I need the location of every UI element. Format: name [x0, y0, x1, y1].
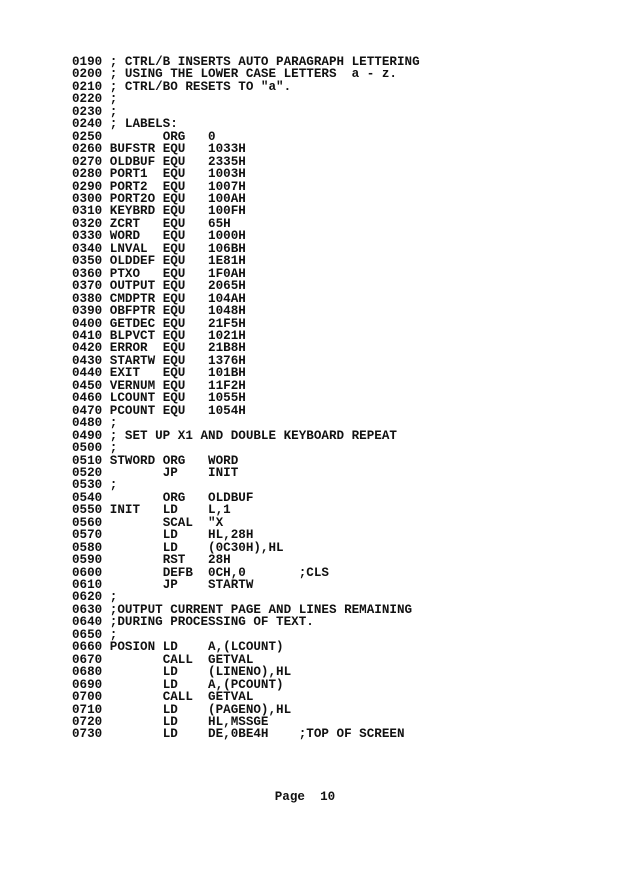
operand-field: HL,MSSGE: [208, 715, 269, 730]
operand-field: OLDBUF: [208, 490, 254, 505]
label-field: POSION: [109, 640, 156, 655]
label-field: EXIT: [109, 366, 141, 381]
label-field: BLPVCT: [109, 328, 156, 343]
label-field: OLDBUF: [109, 154, 156, 169]
label-field: LNVAL: [109, 241, 148, 256]
comment-text: ;: [109, 441, 118, 456]
operand-field: 100AH: [208, 191, 246, 206]
opcode-field: EQU: [162, 403, 186, 418]
label-field: PCOUNT: [109, 403, 156, 418]
line-number: 0460: [72, 391, 103, 406]
line-number: 0270: [72, 154, 103, 169]
operand-field: L,1: [208, 503, 231, 518]
line-number: 0530: [72, 478, 103, 493]
line-number: 0580: [72, 540, 103, 555]
comment-text: ; CTRL/BO RESETS TO "a".: [109, 79, 292, 94]
operand-field: 101BH: [208, 366, 246, 381]
comment-text: ;OUTPUT CURRENT PAGE AND LINES REMAINING: [109, 602, 413, 617]
line-number: 0190: [72, 55, 103, 69]
page-number: 10: [320, 790, 336, 804]
label-field: VERNUM: [109, 378, 156, 393]
opcode-field: EQU: [162, 304, 186, 319]
line-number: 0630: [72, 602, 103, 617]
opcode-field: LD: [162, 503, 178, 518]
line-number: 0230: [72, 104, 103, 119]
opcode-field: EQU: [162, 391, 186, 406]
operand-field: 0CH,0: [208, 565, 246, 580]
operand-field: 21F5H: [208, 316, 246, 331]
opcode-field: CALL: [162, 690, 193, 705]
comment-text: ; USING THE LOWER CASE LETTERS a - z.: [109, 67, 397, 82]
label-field: PORT2O: [109, 191, 156, 206]
line-number: 0590: [72, 553, 103, 568]
operand-field: 1E81H: [208, 254, 246, 269]
line-number: 0280: [72, 167, 103, 182]
opcode-field: RST: [162, 553, 186, 568]
comment-text: ; SET UP X1 AND DOUBLE KEYBOARD REPEAT: [109, 428, 397, 443]
opcode-field: LD: [162, 665, 178, 680]
line-number: 0420: [72, 341, 103, 356]
line-number: 0210: [72, 79, 103, 94]
opcode-field: EQU: [162, 378, 186, 393]
line-number: 0710: [72, 702, 103, 717]
operand-field: 11F2H: [208, 378, 246, 393]
line-number: 0310: [72, 204, 103, 219]
label-field: CMDPTR: [109, 291, 156, 306]
operand-field: STARTW: [208, 578, 254, 593]
line-number: 0370: [72, 279, 103, 294]
operand-field: 1021H: [208, 328, 246, 343]
label-field: GETDEC: [109, 316, 156, 331]
opcode-field: EQU: [162, 353, 186, 368]
page-footer: [0, 790, 610, 804]
operand-field: "X: [208, 515, 224, 530]
line-number: 0610: [72, 578, 103, 593]
line-number: 0400: [72, 316, 103, 331]
opcode-field: LD: [162, 640, 178, 655]
label-field: ERROR: [109, 341, 148, 356]
opcode-field: EQU: [162, 216, 186, 231]
line-number: 0350: [72, 254, 103, 269]
line-number: 0490: [72, 428, 103, 443]
line-number: 0720: [72, 715, 103, 730]
opcode-field: EQU: [162, 341, 186, 356]
operand-field: A,(LCOUNT): [208, 640, 284, 655]
comment-text: ;: [109, 104, 118, 119]
line-number: 0300: [72, 191, 103, 206]
line-number: 0560: [72, 515, 103, 530]
opcode-field: EQU: [162, 328, 186, 343]
operand-field: INIT: [208, 465, 239, 480]
comment-text: ;: [109, 627, 118, 642]
operand-field: 0: [208, 129, 216, 144]
opcode-field: JP: [162, 578, 178, 593]
opcode-field: SCAL: [162, 515, 193, 530]
line-number: 0570: [72, 528, 103, 543]
opcode-field: EQU: [162, 254, 186, 269]
comment-field: ;CLS: [298, 565, 329, 580]
operand-field: 1000H: [208, 229, 246, 244]
operand-field: HL,28H: [208, 528, 254, 543]
opcode-field: ORG: [162, 490, 186, 505]
line-number: 0520: [72, 465, 103, 480]
label-field: KEYBRD: [109, 204, 156, 219]
opcode-field: EQU: [162, 142, 186, 157]
label-field: PORT1: [109, 167, 148, 182]
operand-field: 104AH: [208, 291, 246, 306]
line-number: 0260: [72, 142, 103, 157]
line-number: 0480: [72, 416, 103, 431]
line-number: 0470: [72, 403, 103, 418]
opcode-field: EQU: [162, 266, 186, 281]
operand-field: 1048H: [208, 304, 246, 319]
line-number: 0390: [72, 304, 103, 319]
opcode-field: ORG: [162, 129, 186, 144]
line-number: 0410: [72, 328, 103, 343]
opcode-field: JP: [162, 465, 178, 480]
opcode-field: EQU: [162, 316, 186, 331]
opcode-field: EQU: [162, 154, 186, 169]
operand-field: 21B8H: [208, 341, 246, 356]
opcode-field: LD: [162, 702, 178, 717]
line-number: 0550: [72, 503, 103, 518]
line-number: 0380: [72, 291, 103, 306]
line-number: 0600: [72, 565, 103, 580]
label-field: PTXO: [109, 266, 141, 281]
label-field: WORD: [109, 229, 141, 244]
opcode-field: EQU: [162, 291, 186, 306]
operand-field: 106BH: [208, 241, 246, 256]
operand-field: 1007H: [208, 179, 246, 194]
opcode-field: LD: [162, 727, 178, 742]
operand-field: A,(PCOUNT): [208, 677, 284, 692]
operand-field: (0C30H),HL: [208, 540, 284, 555]
opcode-field: EQU: [162, 191, 186, 206]
comment-text: ;DURING PROCESSING OF TEXT.: [109, 615, 314, 630]
opcode-field: DEFB: [162, 565, 193, 580]
line-number: 0340: [72, 241, 103, 256]
operand-field: 1055H: [208, 391, 246, 406]
line-number: 0290: [72, 179, 103, 194]
operand-field: 65H: [208, 216, 231, 231]
label-field: ZCRT: [109, 216, 141, 231]
page-label: Page: [274, 790, 305, 804]
line-number: 0650: [72, 627, 103, 642]
opcode-field: LD: [162, 677, 178, 692]
opcode-field: EQU: [162, 229, 186, 244]
operand-field: GETVAL: [208, 690, 254, 705]
operand-field: 2335H: [208, 154, 246, 169]
line-number: 0250: [72, 129, 103, 144]
label-field: BUFSTR: [109, 142, 156, 157]
line-number: 0200: [72, 67, 103, 82]
opcode-field: LD: [162, 540, 178, 555]
opcode-field: EQU: [162, 241, 186, 256]
opcode-field: CALL: [162, 652, 193, 667]
comment-text: ;: [109, 416, 118, 431]
line-number: 0500: [72, 441, 103, 456]
line-number: 0540: [72, 490, 103, 505]
comment-field: ;TOP OF SCREEN: [298, 727, 405, 742]
line-number: 0360: [72, 266, 103, 281]
operand-field: (PAGENO),HL: [208, 702, 292, 717]
comment-text: ; LABELS:: [109, 117, 178, 132]
comment-text: ; CTRL/B INSERTS AUTO PARAGRAPH LETTERING: [109, 55, 420, 69]
operand-field: 2065H: [208, 279, 246, 294]
line-number: 0730: [72, 727, 103, 742]
label-field: INIT: [109, 503, 141, 518]
opcode-field: EQU: [162, 366, 186, 381]
line-number: 0450: [72, 378, 103, 393]
operand-field: DE,0BE4H: [208, 727, 269, 742]
operand-field: (LINENO),HL: [208, 665, 292, 680]
line-number: 0680: [72, 665, 103, 680]
comment-text: ;: [109, 92, 118, 107]
operand-field: 1033H: [208, 142, 246, 157]
line-number: 0640: [72, 615, 103, 630]
label-field: OLDDEF: [109, 254, 156, 269]
label-field: STARTW: [109, 353, 156, 368]
operand-field: WORD: [208, 453, 239, 468]
operand-field: 1054H: [208, 403, 246, 418]
operand-field: 1F0AH: [208, 266, 246, 281]
line-number: 0440: [72, 366, 103, 381]
label-field: OUTPUT: [109, 279, 156, 294]
operand-field: 1003H: [208, 167, 246, 182]
label-field: OBFPTR: [109, 304, 156, 319]
operand-field: 1376H: [208, 353, 246, 368]
line-number: 0510: [72, 453, 103, 468]
line-number: 0670: [72, 652, 103, 667]
operand-field: 28H: [208, 553, 231, 568]
opcode-field: LD: [162, 715, 178, 730]
line-number: 0660: [72, 640, 103, 655]
operand-field: 100FH: [208, 204, 246, 219]
line-number: 0700: [72, 690, 103, 705]
line-number: 0320: [72, 216, 103, 231]
comment-text: ;: [109, 590, 118, 605]
comment-text: ;: [109, 478, 118, 493]
opcode-field: ORG: [162, 453, 186, 468]
line-number: 0620: [72, 590, 103, 605]
line-number: 0690: [72, 677, 103, 692]
opcode-field: LD: [162, 528, 178, 543]
label-field: PORT2: [109, 179, 148, 194]
line-number: 0330: [72, 229, 103, 244]
opcode-field: EQU: [162, 179, 186, 194]
label-field: LCOUNT: [109, 391, 156, 406]
line-number: 0430: [72, 353, 103, 368]
line-number: 0240: [72, 117, 103, 132]
opcode-field: EQU: [162, 279, 186, 294]
opcode-field: EQU: [162, 204, 186, 219]
label-field: STWORD: [109, 453, 156, 468]
operand-field: GETVAL: [208, 652, 254, 667]
line-number: 0220: [72, 92, 103, 107]
opcode-field: EQU: [162, 167, 186, 182]
